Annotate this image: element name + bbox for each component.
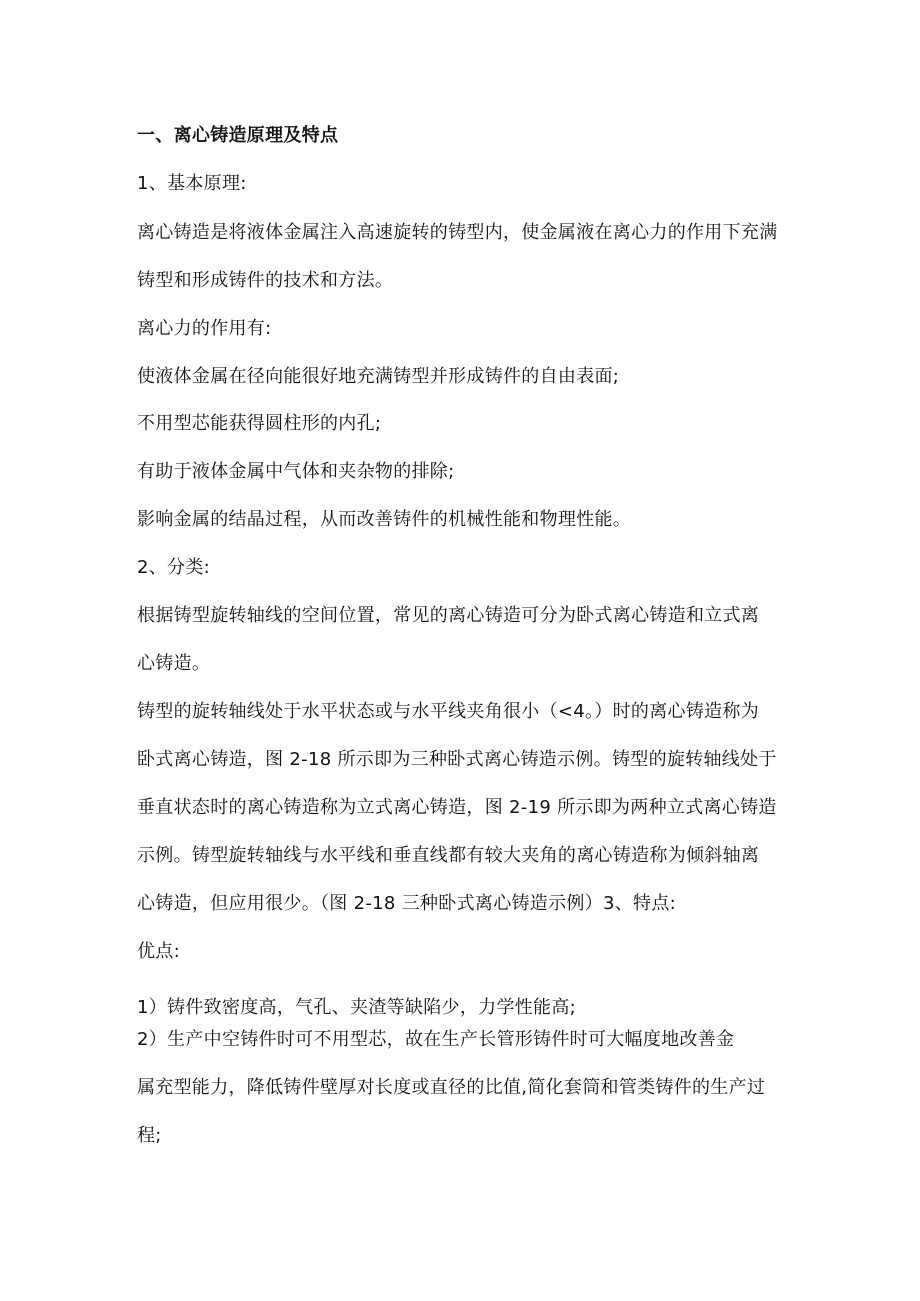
subsection-title-classification: 2、分类: <box>137 557 211 578</box>
advantage-item: 1）铸件致密度高，气孔、夹渣等缺陷少，力学性能高; <box>137 997 577 1018</box>
paragraph-line: 垂直状态时的离心铸造称为立式离心铸造，图 2-19 所示即为两种立式离心铸造 <box>137 797 777 818</box>
paragraph-line: 铸型和形成铸件的技术和方法。 <box>137 270 394 291</box>
paragraph-line: 示例。铸型旋转轴线与水平线和垂直线都有较大夹角的离心铸造称为倾斜轴离 <box>137 845 760 866</box>
effect-item: 影响金属的结晶过程，从而改善铸件的机械性能和物理性能。 <box>137 509 632 530</box>
advantage-item: 2）生产中空铸件时可不用型芯，故在生产长管形铸件时可大幅度地改善金 <box>137 1029 735 1050</box>
effect-item: 使液体金属在径向能很好地充满铸型并形成铸件的自由表面; <box>137 366 620 387</box>
effect-item: 有助于液体金属中气体和夹杂物的排除; <box>137 461 455 482</box>
advantage-item-continued: 属充型能力，降低铸件壁厚对长度或直径的比值,简化套筒和管类铸件的生产过 <box>137 1077 766 1098</box>
advantages-title: 优点: <box>137 941 180 962</box>
paragraph-line: 心铸造。 <box>137 653 211 674</box>
paragraph-line: 离心铸造是将液体金属注入高速旋转的铸型内，使金属液在离心力的作用下充满 <box>137 222 778 243</box>
paragraph-line: 心铸造，但应用很少。（图 2-18 三种卧式离心铸造示例）3、特点: <box>137 893 677 914</box>
subsection-title-principle: 1、基本原理: <box>137 173 247 194</box>
section-heading: 一、离心铸造原理及特点 <box>137 125 339 146</box>
paragraph-line: 铸型的旋转轴线处于水平状态或与水平线夹角很小（<4。）时的离心铸造称为 <box>137 701 760 722</box>
effects-title: 离心力的作用有: <box>137 318 272 339</box>
effect-item: 不用型芯能获得圆柱形的内孔; <box>137 413 382 434</box>
advantage-item-continued: 程; <box>137 1125 162 1146</box>
paragraph-line: 卧式离心铸造，图 2-18 所示即为三种卧式离心铸造示例。铸型的旋转轴线处于 <box>137 749 777 770</box>
paragraph-line: 根据铸型旋转轴线的空间位置，常见的离心铸造可分为卧式离心铸造和立式离 <box>137 605 760 626</box>
